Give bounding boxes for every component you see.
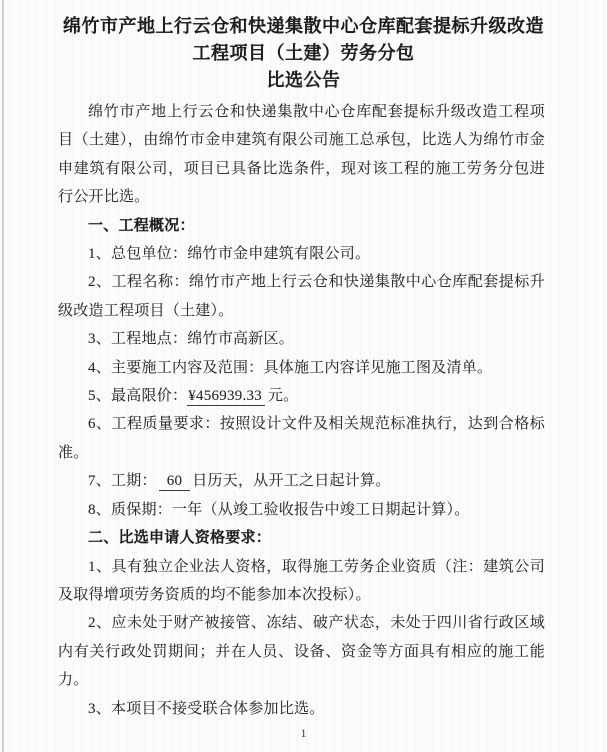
document-body <box>0 98 607 723</box>
section2-item-status: 2、应未处于财产被接管、冻结、破产状态，未处于四川省行政区域内有关行政处罚期间；并在人员、设备、资金等方面具有相应的施工能力。 <box>58 615 545 689</box>
section1-item-scope: 4、主要施工内容及范围：具体施工内容详见施工图及清单。 <box>88 359 493 376</box>
notice-type-heading: 比选公告 <box>266 70 341 90</box>
title-line-2: 工程项目（土建）劳务分包 <box>192 43 415 63</box>
scan-edge-line <box>2 0 4 752</box>
title-line-1: 绵竹市产地上行云仓和快递集散中心仓库配套提标升级改造 <box>63 16 544 36</box>
page-number: 1 <box>300 726 307 740</box>
section1-item-project-name: 2、工程名称：绵竹市产地上行云仓和快递集散中心仓库配套提标升级改造工程项目（土建）。 <box>58 274 545 319</box>
section2-heading: 二、比选申请人资格要求： <box>88 530 272 547</box>
intro-paragraph: 绵竹市产地上行云仓和快递集散中心仓库配套提标升级改造工程项目（土建），由绵竹市金申建筑有限公司施工总承包，比选人为绵竹市金申建筑有限公司，项目已具备比选条件，现对该工程的施工劳务分包进行公开比选。 <box>58 104 545 206</box>
document-title <box>0 0 607 94</box>
duration-label: 7、工期： <box>88 473 157 490</box>
section1-item-location: 3、工程地点：绵竹市高新区。 <box>88 331 295 348</box>
section1-item-warranty: 8、质保期：一年（从竣工验收报告中竣工日期起计算）。 <box>88 501 470 518</box>
section1-item-contractor: 1、总包单位：绵竹市金申建筑有限公司。 <box>88 246 371 263</box>
duration-suffix: 日历天，从开工之日起计算。 <box>192 473 391 490</box>
section1-item-max-price <box>58 382 545 410</box>
section2-item-qualification: 1、具有独立企业法人资格，取得施工劳务企业资质（注：建筑公司及取得增项劳务资质的均不能参加本次投标）。 <box>58 558 545 603</box>
section1-heading: 一、工程概况： <box>88 217 195 234</box>
section2-item-consortium: 3、本项目不接受联合体参加比选。 <box>88 700 325 717</box>
section1-item-quality: 6、工程质量要求：按照设计文件及相关规范标准执行，达到合格标准。 <box>58 416 545 461</box>
max-price-suffix: 元。 <box>268 388 299 405</box>
section1-item-duration <box>58 467 545 495</box>
max-price-label: 5、最高限价： <box>88 388 188 405</box>
duration-days-value: 60 <box>159 473 191 491</box>
max-price-value: ¥456939.33 <box>187 388 265 406</box>
